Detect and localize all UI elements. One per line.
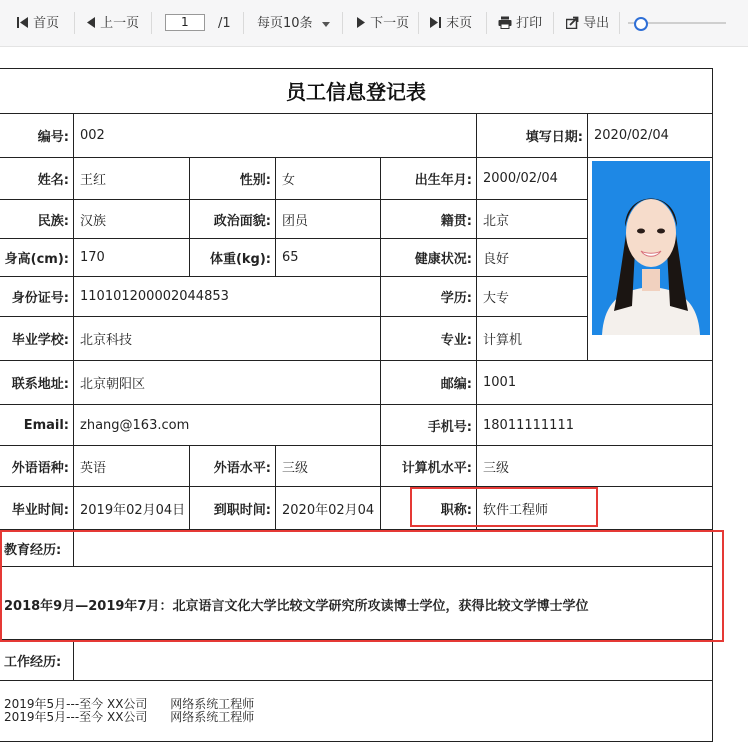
label-address: 联系地址: (0, 361, 74, 405)
next-page-button[interactable] (356, 14, 409, 34)
label-major: 专业: (381, 317, 477, 361)
next-page-label: 下一页 (370, 16, 410, 31)
value-native: 北京 (477, 200, 588, 239)
work-history-line: 2019年5月---至今 XX公司 网络系统工程师 (4, 710, 255, 724)
value-ethnicity: 汉族 (74, 200, 190, 239)
page-number-value: 1 (181, 15, 189, 29)
form-title: 员工信息登记表 (0, 68, 713, 114)
export-icon (566, 16, 579, 29)
value-grad-time: 2019年02月04日 (74, 487, 190, 530)
value-address: 北京朝阳区 (74, 361, 381, 405)
value-birth: 2000/02/04 (477, 158, 588, 200)
value-gender: 女 (276, 158, 381, 200)
label-school: 毕业学校: (0, 317, 74, 361)
page-number-input[interactable] (165, 14, 205, 31)
employee-photo (592, 161, 710, 335)
label-fill-date: 填写日期: (477, 114, 588, 158)
label-education: 学历: (381, 277, 477, 317)
value-id: 002 (74, 114, 477, 158)
label-weight: 体重(kg): (190, 239, 276, 277)
first-page-icon (16, 16, 29, 29)
job-title-highlight (410, 487, 598, 527)
label-grad-time: 毕业时间: (0, 487, 74, 530)
page-size-label: 每页10条 (257, 16, 313, 31)
label-gender: 性别: (190, 158, 276, 200)
label-ethnicity: 民族: (0, 200, 74, 239)
next-page-icon (356, 16, 366, 29)
label-native: 籍贯: (381, 200, 477, 239)
print-label: 打印 (516, 16, 543, 31)
label-political: 政治面貌: (190, 200, 276, 239)
value-computer-level: 三级 (477, 446, 713, 487)
value-school: 北京科技 (74, 317, 381, 361)
last-page-button[interactable] (429, 14, 472, 34)
value-language-level: 三级 (276, 446, 381, 487)
value-language: 英语 (74, 446, 190, 487)
label-birth: 出生年月: (381, 158, 477, 200)
first-page-label: 首页 (33, 16, 60, 31)
value-weight: 65 (276, 239, 381, 277)
zoom-slider-handle[interactable] (634, 17, 648, 31)
label-computer-level: 计算机水平: (381, 446, 477, 487)
value-education: 大专 (477, 277, 588, 317)
last-page-label: 末页 (446, 16, 473, 31)
value-idcard: 110101200002044853 (74, 277, 381, 317)
first-page-button[interactable] (16, 14, 59, 34)
value-zip: 1001 (477, 361, 713, 405)
label-job-title: 职称: (381, 487, 477, 530)
value-political: 团员 (276, 200, 381, 239)
work-history-blank (74, 640, 713, 681)
label-join-time: 到职时间: (190, 487, 276, 530)
value-health: 良好 (477, 239, 588, 277)
label-phone: 手机号: (381, 405, 477, 446)
page-total: /1 (218, 16, 231, 31)
label-height: 身高(cm): (0, 239, 74, 277)
work-history-line: 2019年5月---至今 XX公司 网络系统工程师 (4, 697, 255, 711)
export-label: 导出 (583, 16, 610, 31)
export-button[interactable] (566, 14, 609, 34)
print-button[interactable] (498, 14, 542, 34)
label-language: 外语语种: (0, 446, 74, 487)
value-join-time: 2020年02月04 (276, 487, 381, 530)
value-fill-date: 2020/02/04 (588, 114, 713, 158)
prev-page-icon (86, 16, 96, 29)
report-toolbar (0, 0, 748, 47)
label-work-history: 工作经历: (0, 640, 74, 681)
caret-down-icon (321, 19, 331, 29)
label-idcard: 身份证号: (0, 277, 74, 317)
education-highlight (0, 530, 724, 642)
value-email: zhang@163.com (74, 405, 381, 446)
value-major: 计算机 (477, 317, 588, 361)
page-size-select[interactable] (257, 14, 331, 34)
value-name: 王红 (74, 158, 190, 200)
label-health: 健康状况: (381, 239, 477, 277)
label-name: 姓名: (0, 158, 74, 200)
last-page-icon (429, 16, 442, 29)
value-phone: 18011111111 (477, 405, 713, 446)
label-id: 编号: (0, 114, 74, 158)
value-height: 170 (74, 239, 190, 277)
portrait-image (592, 161, 710, 335)
value-job-title: 软件工程师 (477, 487, 713, 530)
value-edu-history: 2018年9月—2019年7月：北京语言文化大学比较文学研究所攻读博士学位，获得比较文学博士学位 (4, 599, 589, 614)
label-edu-history: 教育经历: (0, 530, 74, 567)
prev-page-label: 上一页 (100, 16, 140, 31)
prev-page-button[interactable] (86, 14, 139, 34)
label-email: Email: (0, 405, 74, 446)
label-zip: 邮编: (381, 361, 477, 405)
printer-icon (498, 16, 512, 29)
label-language-level: 外语水平: (190, 446, 276, 487)
